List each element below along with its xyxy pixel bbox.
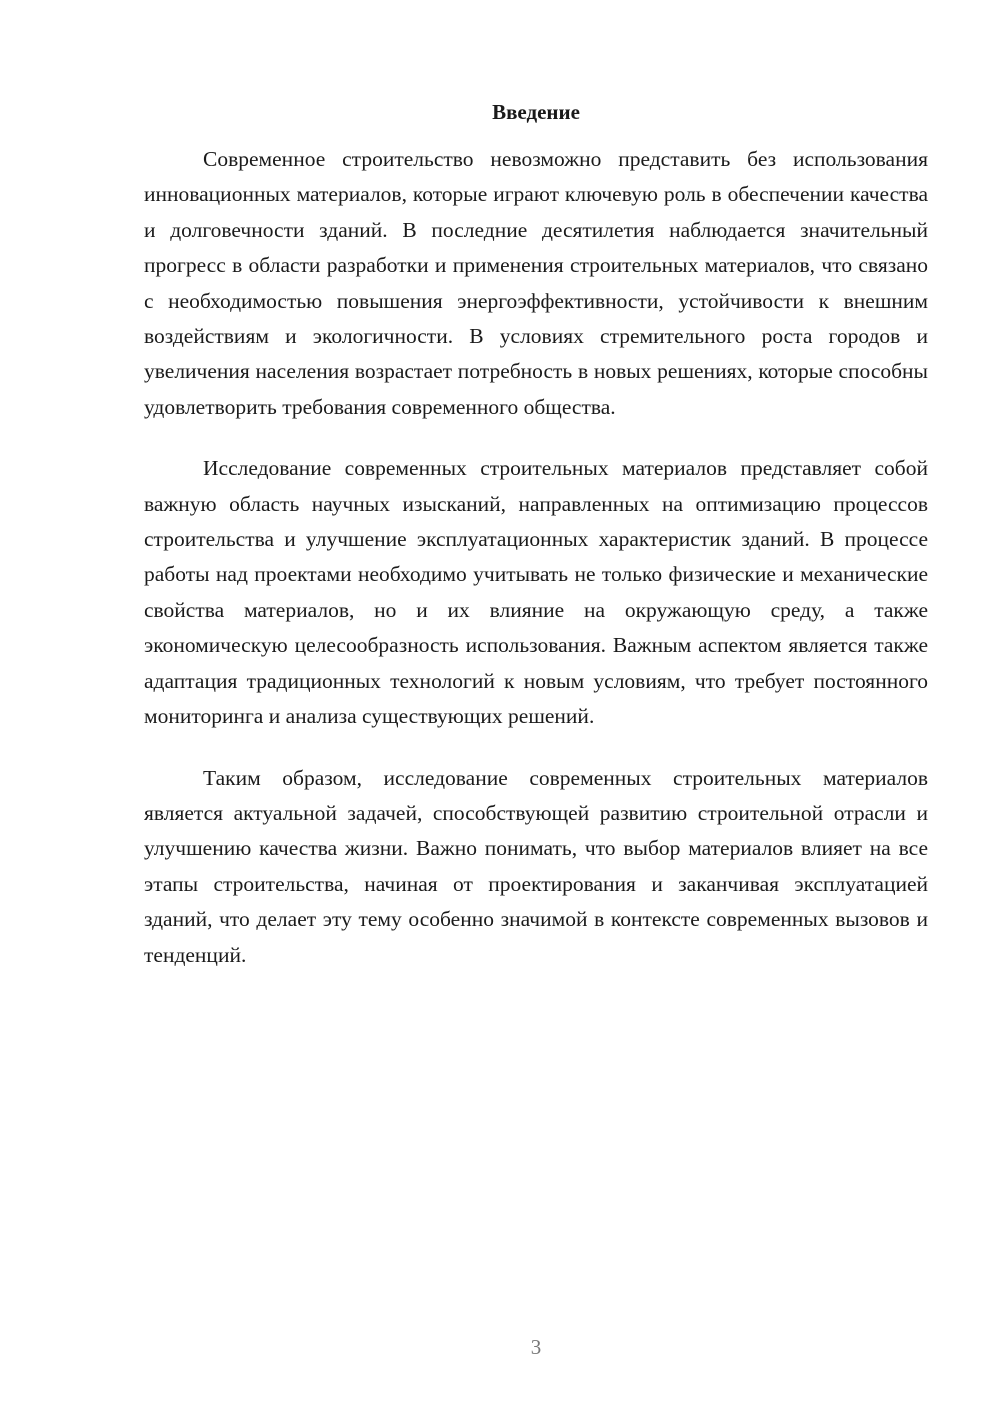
section-title: Введение [492, 100, 580, 124]
paragraph-1: Современное строительство невозможно представить без использования инновационных материалов, которые играют ключевую роль в обеспечении качества и долговечности зданий. В последние десятилетия наблюдается значительный прогресс в области разработки и применения строительных материалов, что связано с необходимостью повышения энергоэффективности, устойчивости к внешним воздействиям и экологичности. В условиях стремительного роста городов и увеличения населения возрастает потребность в новых решениях, которые способны удовлетворить требования современного общества. [144, 147, 928, 419]
paragraph-3: Таким образом, исследование современных строительных материалов является актуальной задачей, способствующей развитию строительной отрасли и улучшению качества жизни. Важно понимать, что выбор материалов влияет на все этапы строительства, начиная от проектирования и заканчивая эксплуатацией зданий, что делает эту тему особенно значимой в контексте современных вызовов и тенденций. [144, 765, 928, 967]
paragraph-2: Исследование современных строительных материалов представляет собой важную область научных изысканий, направленных на оптимизацию процессов строительства и улучшение эксплуатационных характеристик зданий. В процессе работы над проектами необходимо учитывать не только физические и механические свойства материалов, но и их влияние на окружающую среду, а также экономическую целесообразность использования. Важным аспектом является также адаптация традиционных технологий к новым условиям, что требует постоянного мониторинга и анализа существующих решений. [144, 456, 928, 729]
page-number: 3 [530, 1335, 542, 1359]
body-text [144, 142, 928, 999]
